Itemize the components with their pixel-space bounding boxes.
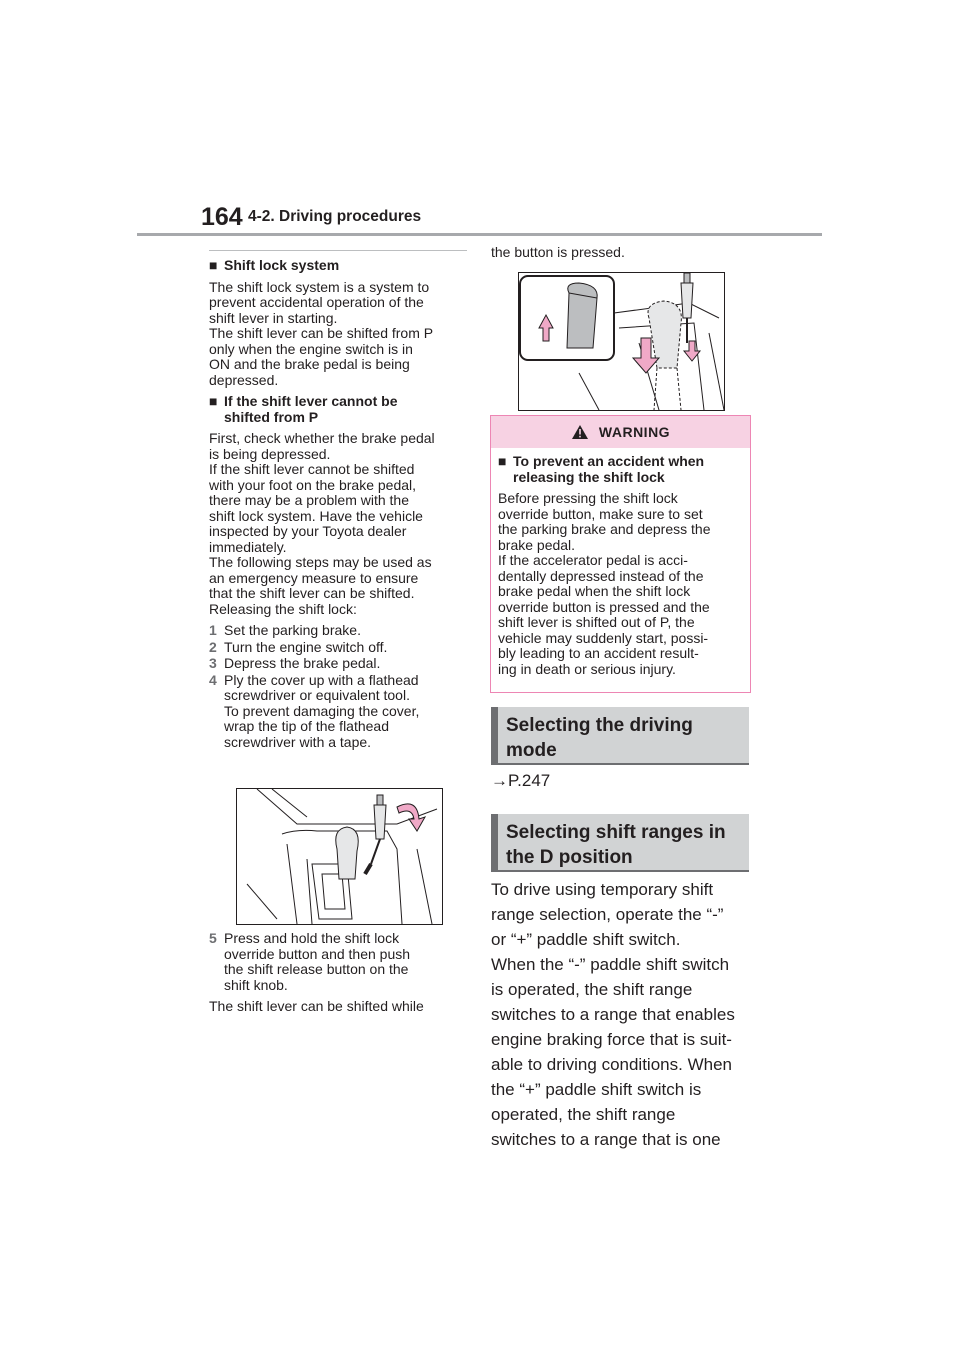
- continued-line: the button is pressed.: [491, 244, 625, 260]
- shift-lock-paragraph: The shift lock system is a system to prevent accidental operation of the shift lever in starting. The shift lever can be shifted from P only when the engine switch is in ON and the brake pedal is being depressed.: [209, 278, 434, 388]
- step-4: 4 Ply the cover up with a flathead screwdriver or equivalent tool. To prevent damaging the cover, wrap the tip of the flathead screwdriver with a tape.: [209, 671, 420, 750]
- shift-knob-drawing: [519, 273, 724, 410]
- shift-ranges-heading: Selecting shift ranges in the D position: [491, 814, 749, 872]
- step-3: 3 Depress the brake pedal.: [209, 655, 381, 671]
- left-column: [209, 258, 471, 751]
- shift-knob-illustration: [518, 272, 725, 411]
- step-1: 1 Set the parking brake.: [209, 622, 361, 638]
- square-bullet-icon: ■: [498, 453, 507, 469]
- shift-ranges-paragraph: To drive using temporary shift range selection, operate the “-” or “+” paddle shift switch. When the “-” paddle shift switch is operated, the shift range switches to a range that enables engine braking force that is suit- able to driving conditions. When the “+” paddle shift switch is operated, the shift range switches to a range that is one: [491, 880, 735, 1149]
- warning-subhead: ■ To prevent an accident when releasing the shift lock: [498, 453, 705, 485]
- section-title: 4-2. Driving procedures: [248, 208, 422, 225]
- warning-body: [491, 448, 750, 677]
- pry-cover-illustration: [236, 788, 443, 925]
- warning-triangle-icon: [571, 424, 589, 440]
- left-column-lower: [209, 931, 471, 1021]
- rotate-arrow-icon: [397, 804, 425, 831]
- warning-box: [490, 415, 751, 693]
- step-2: 2 Turn the engine switch off.: [209, 638, 388, 655]
- warning-title: WARNING: [598, 424, 671, 440]
- driving-mode-heading: Selecting the driving mode: [491, 707, 749, 765]
- square-bullet-icon: ■: [209, 257, 218, 273]
- warning-header: [491, 416, 750, 448]
- cannot-shift-heading: ■ If the shift lever cannot be shifted from P: [209, 393, 398, 425]
- page-number: 164: [201, 203, 243, 231]
- cannot-shift-paragraph: First, check whether the brake pedal is being depressed. If the shift lever cannot be shifted with your foot on the brake pedal, there may be a problem with the shift lock system. Have the vehicle inspected by your Toyota dealer immediately. The following steps may be used as an emergency measure to ensure that the shift lever can be shifted. Releasing the shift lock:: [209, 430, 435, 617]
- square-bullet-icon: ■: [209, 393, 218, 409]
- arrow-right-icon: →: [491, 771, 508, 790]
- warning-text: Before pressing the shift lock override button, make sure to set the parking brake and depress the brake pedal. If the accelerator pedal is acci- dentally depressed instead of the brake pedal when the shift lock override button is pressed and the shift lever is shifted out of P, the vehicle may suddenly start, possi- bly leading to an accident result- ing in death or serious injury.: [498, 490, 711, 677]
- page-reference[interactable]: →P.247: [491, 771, 551, 790]
- pry-cover-drawing: [237, 789, 442, 924]
- shift-lock-heading: ■ Shift lock system: [209, 257, 340, 273]
- header-rule: [137, 233, 822, 236]
- step-5: 5 Press and hold the shift lock override button and then push the shift release button on the shift knob.: [209, 930, 411, 993]
- closing-line: The shift lever can be shifted while: [209, 998, 424, 1014]
- column-rule: [209, 250, 467, 251]
